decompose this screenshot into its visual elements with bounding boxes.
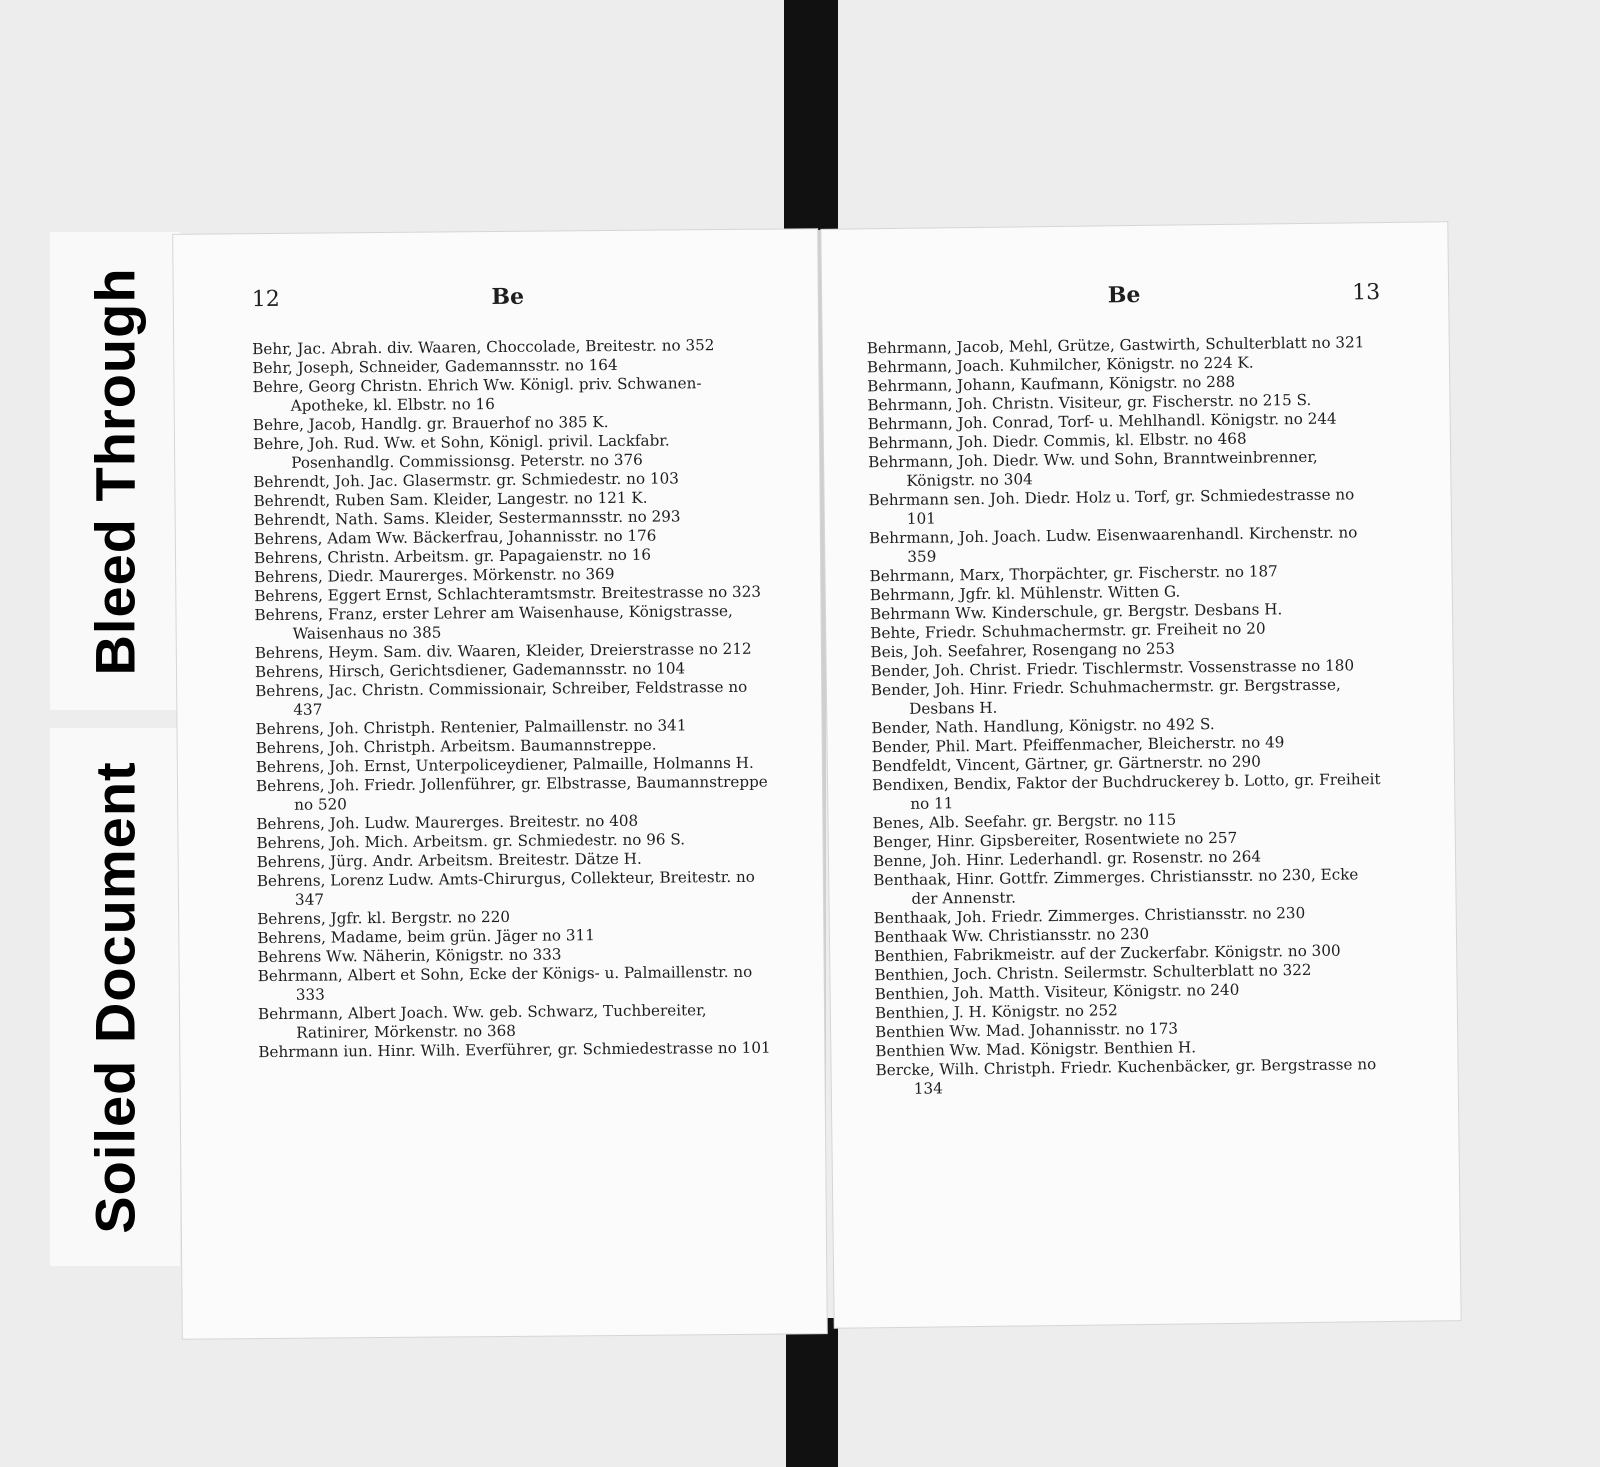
directory-entry: Benthien, Joch. Christn. Seilermstr. Schulterblatt no 322 (874, 960, 1312, 985)
directory-entry: Benne, Joh. Hinr. Lederhandl. gr. Rosenstr. no 264 (872, 847, 1262, 871)
directory-entry: Benthaak, Joh. Friedr. Zimmerges. Christiansstr. no 230 (873, 904, 1306, 928)
directory-entry: Behrmann, Joh. Joach. Ludw. Eisenwaarenhandl. Kirchenstr. no 359 (868, 523, 1358, 566)
directory-entry: Behr, Jac. Abrah. div. Waaren, Choccolade, Breitestr. no 352 (252, 336, 715, 359)
directory-entry: Behre, Georg Christn. Ehrich Ww. Königl. priv. Schwanen-Apotheke, kl. Elbstr. no 16 (252, 374, 702, 415)
directory-entry: Benthaak Ww. Christiansstr. no 230 (873, 924, 1150, 947)
directory-entry: Benes, Alb. Seefahr. gr. Bergstr. no 115 (872, 810, 1177, 833)
directory-entry: Behrmann, Albert Joach. Ww. geb. Schwarz, Tuchbereiter, Ratinirer, Mörkenstr. no 368 (257, 1001, 707, 1042)
directory-entry: Bender, Joh. Christ. Friedr. Tischlermstr. Vossenstrasse no 180 (870, 656, 1355, 681)
directory-entry: Bender, Phil. Mart. Pfeiffenmacher, Bleicherstr. no 49 (871, 733, 1285, 757)
directory-entry: Behrmann iun. Hinr. Wilh. Everführer, gr. Schmiedestrasse no 101 (258, 1038, 771, 1062)
left-page-number: 12 (251, 286, 280, 313)
directory-entry: Behrens, Jac. Christn. Commissionair, Schreiber, Feldstrasse no 437 (255, 677, 748, 719)
directory-entry: Behrens, Joh. Ludw. Maurerges. Breitestr. no 408 (256, 811, 639, 834)
directory-entry: Behrmann, Joh. Conrad, Torf- u. Mehlhandl. Königstr. no 244 (867, 409, 1337, 434)
directory-entry: Benthien, J. H. Königstr. no 252 (874, 1001, 1118, 1023)
directory-entry: Behrendt, Ruben Sam. Kleider, Langestr. no 121 K. (253, 488, 648, 511)
left-page-header (252, 282, 766, 330)
directory-entry: Behre, Jacob, Handlg. gr. Brauerhof no 385 K. (252, 413, 609, 435)
right-page-number: 13 (1351, 280, 1381, 306)
directory-entry: Behrmann, Jgfr. kl. Mühlenstr. Witten G. (869, 582, 1181, 605)
bleed-through-label (50, 232, 180, 710)
right-page-header (866, 279, 1380, 329)
directory-entry: Behrens, Joh. Friedr. Jollenführer, gr. Elbstrasse, Baumannstreppe no 520 (255, 772, 768, 814)
directory-entry: Benthien, Fabrikmeistr. auf der Zuckerfabr. Königstr. no 300 (874, 941, 1341, 966)
right-entry-list (867, 333, 1390, 1099)
directory-entry: Benger, Hinr. Gipsbereiter, Rosentwiete no 257 (872, 828, 1238, 852)
directory-entry: Behrens, Joh. Ernst, Unterpoliceydiener, Palmaille, Holmanns H. (255, 753, 754, 777)
directory-entry: Behrendt, Joh. Jac. Glasermstr. gr. Schmiedestr. no 103 (253, 469, 679, 492)
left-page-letter: Be (491, 283, 525, 311)
directory-entry: Behrens, Christn. Arbeitsm. gr. Papagaienstr. no 16 (253, 545, 652, 568)
directory-entry: Behrmann, Jacob, Mehl, Grütze, Gastwirth, Schulterblatt no 321 (866, 333, 1365, 358)
right-page-letter: Be (1107, 281, 1141, 309)
directory-entry: Behr, Joseph, Schneider, Gademannsstr. no 164 (252, 355, 618, 378)
directory-entry: Behrens Ww. Näherin, Königstr. no 333 (257, 945, 562, 967)
directory-entry: Behrmann, Joh. Christn. Visiteur, gr. Fischerstr. no 215 S. (867, 390, 1312, 415)
left-entry-list (252, 336, 772, 1062)
directory-entry: Behrmann, Joh. Diedr. Ww. und Sohn, Branntweinbrenner, Königstr. no 304 (868, 447, 1318, 490)
book-spine-top (784, 0, 838, 230)
directory-entry: Behrens, Franz, erster Lehrer am Waisenhause, Königstrasse, Waisenhaus no 385 (254, 601, 733, 643)
directory-entry: Behrens, Jgfr. kl. Bergstr. no 220 (257, 907, 511, 929)
directory-entry: Behrens, Lorenz Ludw. Amts-Chirurgus, Collekteur, Breitestr. no 347 (256, 867, 755, 909)
directory-entry: Behre, Joh. Rud. Ww. et Sohn, Königl. privil. Lackfabr. Posenhandlg. Commissionsg. Peterstr. no 376 (252, 431, 670, 472)
directory-entry: Bender, Joh. Hinr. Friedr. Schuhmachermstr. gr. Bergstrasse, Desbans H. (870, 675, 1341, 718)
directory-entry: Behrmann, Albert et Sohn, Ecke der Königs- u. Palmaillenstr. no 333 (257, 962, 753, 1004)
directory-entry: Behrens, Joh. Christph. Rentenier, Palmaillenstr. no 341 (255, 716, 687, 739)
directory-entry: Bendfeldt, Vincent, Gärtner, gr. Gärtnerstr. no 290 (871, 752, 1261, 776)
directory-entry: Benthien Ww. Mad. Johannisstr. no 173 (875, 1019, 1179, 1042)
directory-entry: Behrens, Joh. Mich. Arbeitsm. gr. Schmiedestr. no 96 S. (256, 830, 686, 853)
directory-entry: Behrendt, Nath. Sams. Kleider, Sestermannsstr. no 293 (253, 507, 681, 530)
directory-entry: Beis, Joh. Seefahrer, Rosengang no 253 (870, 639, 1176, 662)
directory-entry: Bercke, Wilh. Christph. Friedr. Kuchenbäcker, gr. Bergstrasse no 134 (875, 1055, 1377, 1098)
left-page (173, 229, 827, 1339)
directory-entry: Bendixen, Bendix, Faktor der Buchdruckerey b. Lotto, gr. Freiheit no 11 (871, 770, 1381, 813)
directory-entry: Behrens, Eggert Ernst, Schlachteramtsmstr. Breitestrasse no 323 (254, 582, 762, 606)
directory-entry: Behrens, Joh. Christph. Arbeitsm. Baumannstreppe. (255, 735, 657, 758)
directory-entry: Benthaak, Hinr. Gottfr. Zimmerges. Christiansstr. no 230, Ecke der Annenstr. (873, 865, 1359, 908)
directory-entry: Behrens, Jürg. Andr. Arbeitsm. Breitestr. Dätze H. (256, 849, 642, 872)
right-page (821, 222, 1460, 1328)
directory-entry: Behrens, Diedr. Maurerges. Mörkenstr. no 369 (254, 564, 615, 587)
directory-entry: Behrmann sen. Joh. Diedr. Holz u. Torf, gr. Schmiedestrasse no 101 (868, 485, 1355, 528)
directory-entry: Behrmann, Johann, Kaufmann, Königstr. no 288 (867, 372, 1236, 396)
directory-entry: Benthien Ww. Mad. Königstr. Benthien H. (875, 1038, 1197, 1061)
directory-entry: Behrens, Madame, beim grün. Jäger no 311 (257, 926, 595, 948)
soiled-document-label (50, 728, 180, 1266)
directory-entry: Behrens, Adam Ww. Bäckerfrau, Johannisstr. no 176 (253, 526, 657, 549)
directory-entry: Behrmann Ww. Kinderschule, gr. Bergstr. Desbans H. (869, 600, 1283, 624)
bleed-through-text: Bleed Through (83, 266, 147, 676)
directory-entry: Behrmann, Joh. Diedr. Commis, kl. Elbstr. no 468 (867, 429, 1247, 453)
directory-entry: Behrmann, Joach. Kuhmilcher, Königstr. no 224 K. (866, 353, 1254, 377)
directory-entry: Behrens, Hirsch, Gerichtsdiener, Gademannsstr. no 104 (254, 659, 686, 682)
book-spine-bottom (786, 1318, 838, 1467)
directory-entry: Behrens, Heym. Sam. div. Waaren, Kleider, Dreierstrasse no 212 (254, 639, 752, 663)
directory-entry: Behrmann, Marx, Thorpächter, gr. Fischerstr. no 187 (869, 562, 1278, 586)
directory-entry: Behte, Friedr. Schuhmachermstr. gr. Freiheit no 20 (870, 619, 1266, 643)
soiled-document-text: Soiled Document (83, 760, 147, 1234)
directory-entry: Benthien, Joh. Matth. Visiteur, Königstr. no 240 (874, 980, 1240, 1004)
directory-entry: Bender, Nath. Handlung, Königstr. no 492 S. (871, 715, 1215, 738)
